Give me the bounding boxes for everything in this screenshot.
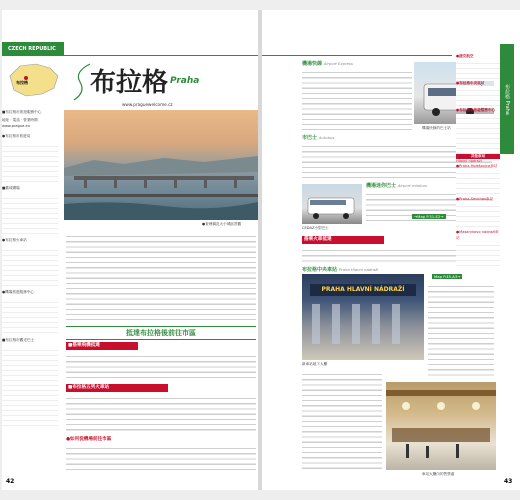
outer-sidebar bbox=[456, 54, 500, 494]
title-zh: 布拉格 bbox=[90, 68, 169, 98]
side-item: ●布拉格中央車站 bbox=[456, 81, 485, 86]
vertical-region-tab: 布拉格 Praha bbox=[500, 44, 514, 154]
airport-text bbox=[66, 352, 256, 380]
photo-caption: 車站大廳內的售票處 bbox=[422, 472, 455, 476]
heading-text-en: Autobus bbox=[318, 135, 335, 140]
side-item: ●機場旅遊服務中心 bbox=[2, 290, 34, 294]
side-item: ■舊城廣場 bbox=[2, 186, 20, 190]
website-url[interactable]: www.praguewelcome.cz bbox=[122, 102, 173, 107]
station-sign: PRAHA HLAVNÍ NÁDRAŽÍ bbox=[310, 284, 416, 296]
side-item: Hlavní nádraží bbox=[456, 158, 482, 163]
prague-bridges-photo bbox=[64, 110, 258, 220]
side-item: ●布拉格市旅遊服務中心 bbox=[456, 108, 496, 113]
map-ref-2[interactable]: Map P.45-A3→ bbox=[434, 274, 461, 279]
page-number: 42 bbox=[6, 478, 15, 485]
side-text-block bbox=[2, 246, 58, 286]
heading-text-en: Airport minibus bbox=[397, 183, 427, 188]
heading-text: 布拉格中央車站 bbox=[302, 267, 338, 273]
side-text-block bbox=[456, 86, 500, 108]
photo-caption: ●查理橋及大小城區景觀 bbox=[202, 222, 242, 226]
side-item: ■布拉格市觀光巴士 bbox=[2, 338, 35, 342]
cedaz-minibus-photo bbox=[302, 184, 362, 224]
heading-text-en: Airport Express bbox=[323, 61, 353, 66]
header-line bbox=[64, 55, 260, 56]
title-en: Praha bbox=[170, 76, 200, 86]
station-hall-photo bbox=[302, 274, 424, 360]
side-text: 地址 · 電話 · 營業時間 bbox=[2, 118, 38, 122]
side-text-block bbox=[456, 169, 500, 197]
left-page bbox=[2, 10, 260, 490]
train-text bbox=[66, 394, 256, 432]
heading-main-station bbox=[302, 266, 378, 273]
mini-map-label: 布拉格 bbox=[16, 80, 28, 85]
taxi-text bbox=[66, 444, 256, 474]
side-text-block bbox=[2, 142, 58, 182]
side-text-block bbox=[456, 241, 500, 269]
header-line bbox=[262, 55, 452, 56]
country-tab: CZECH REPUBLIC bbox=[2, 42, 64, 56]
photo-caption: CEDAZ小型巴士 bbox=[302, 226, 329, 230]
side-text: www.prague.eu bbox=[2, 124, 30, 128]
sub-heading-train: ■布拉格五列火車站 bbox=[66, 384, 168, 392]
station-body-text bbox=[302, 370, 382, 470]
map-ref-1[interactable]: →Map P.31-E2→ bbox=[414, 214, 444, 219]
czech-map-icon bbox=[6, 58, 60, 102]
side-item: ●布拉格市旅遊局 bbox=[2, 134, 31, 138]
page-number: 43 bbox=[504, 478, 513, 485]
side-item: ●Praha-Smíchov車站 bbox=[456, 197, 494, 202]
ornament-icon bbox=[70, 62, 94, 102]
heading-text: 機場快線 bbox=[302, 61, 323, 67]
side-text-block bbox=[2, 346, 58, 426]
side-text-block bbox=[456, 114, 500, 154]
side-text-block bbox=[2, 194, 58, 234]
side-item: ●Praha-Holešovice車站 bbox=[456, 164, 498, 169]
heading-text: 機場迷你巴士 bbox=[366, 183, 397, 189]
express-text bbox=[302, 68, 412, 130]
photo-caption: 機場快線的巴士站 bbox=[422, 126, 451, 130]
mini-map bbox=[6, 58, 60, 102]
photo-caption: 新車站地下大廳 bbox=[302, 362, 328, 366]
side-item: ■布拉格市旅遊服務中心 bbox=[2, 110, 42, 114]
sub-heading-train: 搭乘火車抵達 bbox=[302, 236, 384, 244]
heading-airport-express bbox=[302, 60, 353, 67]
side-text-block bbox=[2, 298, 58, 334]
side-item: ●Masarykovo nádraží車站 bbox=[456, 230, 499, 240]
other-stations-label: 其他車站 bbox=[456, 154, 500, 159]
section-heading: 抵達布拉格後前往市區 bbox=[66, 326, 256, 340]
intro-text bbox=[66, 232, 256, 320]
heading-city-bus bbox=[302, 134, 334, 141]
heading-minibus bbox=[366, 182, 427, 189]
sub-heading-taxi: ●如何從機場前往市區 bbox=[66, 437, 112, 442]
heading-text: 市巴士 bbox=[302, 135, 318, 141]
heading-text-en: Praha Hlavní nádraží bbox=[338, 267, 379, 272]
side-text-block bbox=[456, 59, 500, 81]
sub-heading-airport: ■搭乘飛機抵達 bbox=[66, 342, 138, 350]
side-item: ●捷克航空 bbox=[456, 54, 474, 58]
side-text-block bbox=[456, 202, 500, 230]
side-item: ●布拉格火車站 bbox=[2, 238, 27, 242]
